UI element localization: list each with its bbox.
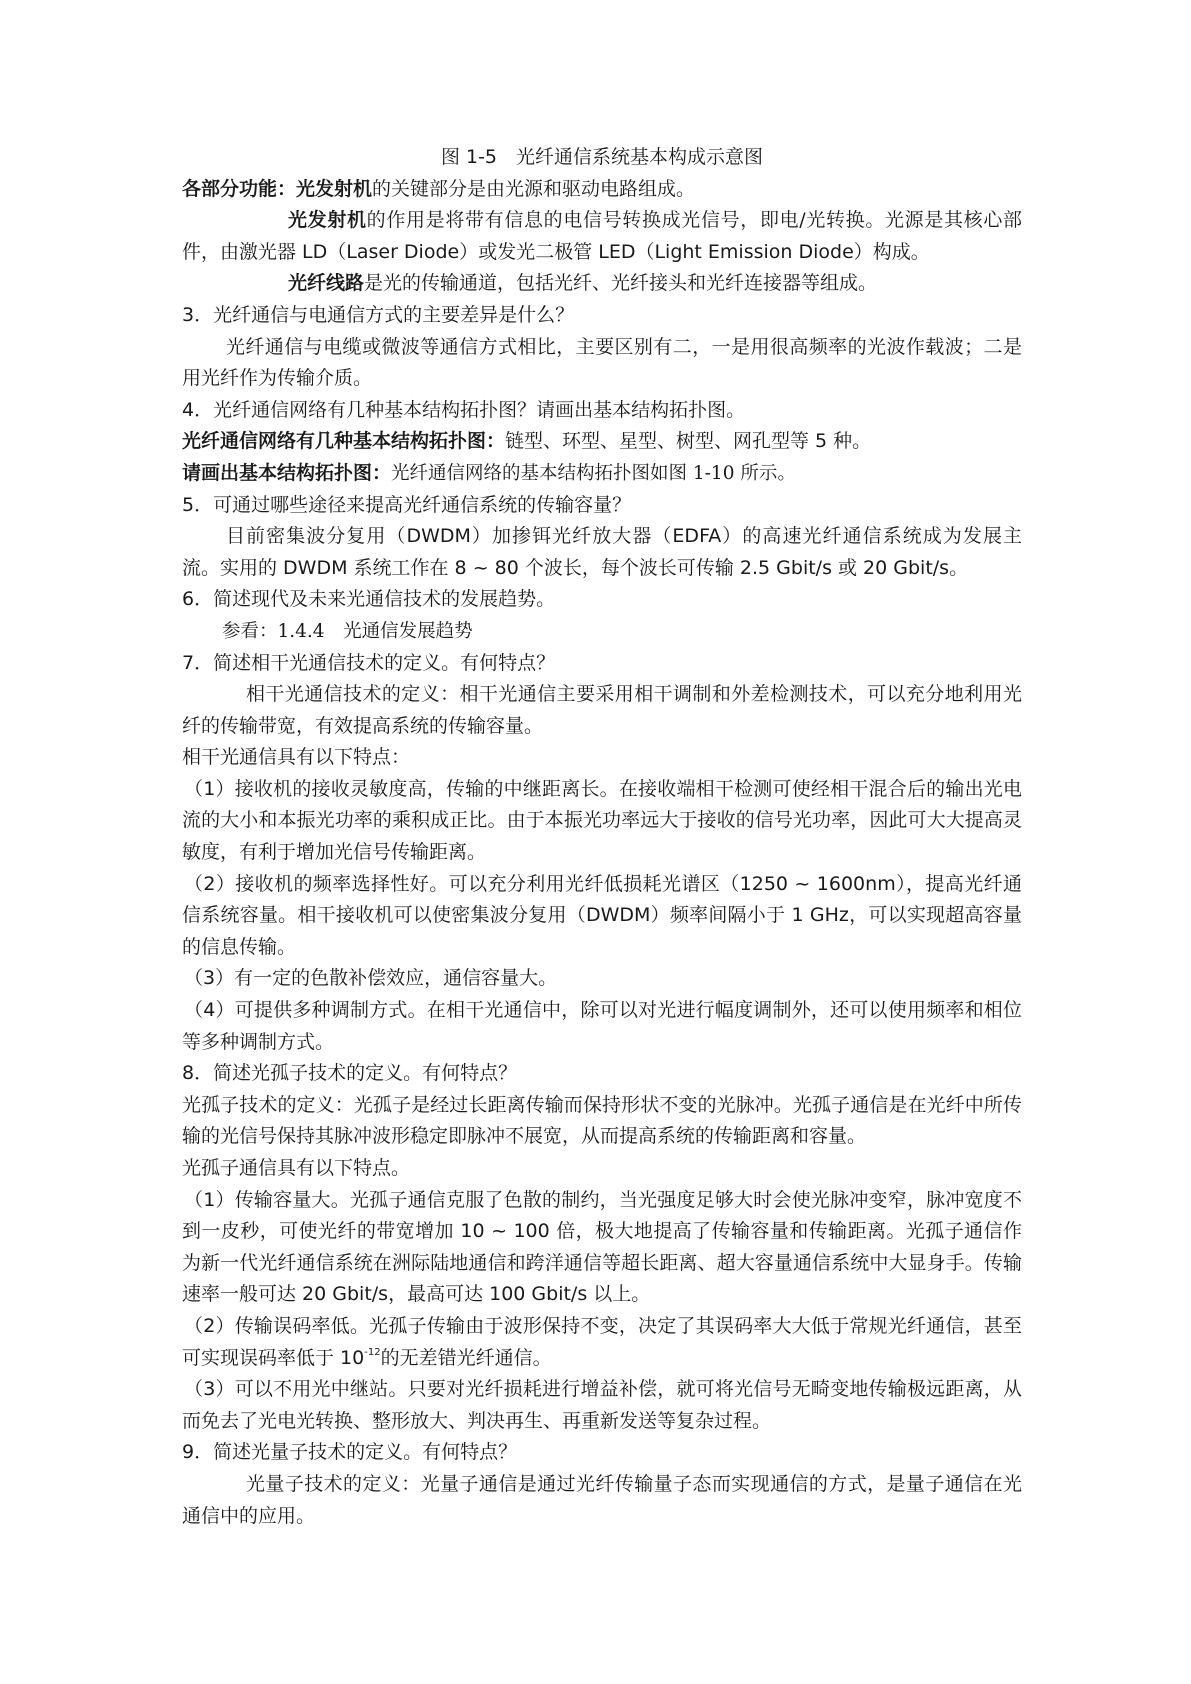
document-page [182,142,1022,1532]
answer-7-feature-2: （2）接收机的频率选择性好。可以充分利用光纤低损耗光谱区（1250 ~ 1600nm），提高光纤通信系统容量。相干接收机可以使密集波分复用（DWDM）频率间隔小于 1 GHz，可以实现超高容量的信息传输。 [182,872,1022,958]
answer-8-feature-3: （3）可以不用光中继站。只要对光纤损耗进行增益补偿，就可将光信号无畸变地传输极远距离，从而免去了光电光转换、整形放大、判决再生、再重新发送等复杂过程。 [182,1378,1022,1432]
answer-7-definition: 相干光通信技术的定义：相干光通信主要采用相干调制和外差检测技术，可以充分地利用光纤的传输带宽，有效提高系统的传输容量。 [182,683,1022,737]
transmitter-term: 光发射机 [296,177,373,200]
answer-7-feature-4: （4）可提供多种调制方式。在相干光通信中，除可以对光进行幅度调制外，还可以使用频率和相位等多种调制方式。 [182,999,1022,1053]
transmitter-paragraph [182,205,1022,268]
answer-7-features-intro: 相干光通信具有以下特点： [182,746,411,769]
question-3: 3．光纤通信与电通信方式的主要差异是什么？ [182,303,575,326]
answer-8-features-intro: 光孤子通信具有以下特点。 [182,1157,411,1179]
question-8: 8．简述光孤子技术的定义。有何特点？ [182,1062,518,1085]
question-4: 4．光纤通信网络有几种基本结构拓扑图？请画出基本结构拓扑图。 [182,398,746,421]
fiber-line-paragraph [182,268,1022,300]
answer-4-count-text: 链型、环型、星型、树型、网孔型等 5 种。 [505,430,872,453]
answer-8-feature-2-post: 的无差错光纤通信。 [380,1346,552,1369]
answer-8-feature-2-exponent: -12 [364,1346,381,1358]
answer-8-feature-1: （1）传输容量大。光孤子通信克服了色散的制约，当光强度足够大时会使光脉冲变窄，脉冲宽度不到一皮秒，可使光纤的带宽增加 10 ~ 100 倍，极大地提高了传输容量和传输距离。光孤子通信作为新一代光纤通信系统在洲际陆地通信和跨洋通信等超长距离、超大容量通信系统中大显身手。传输速率一般可达 20 Gbit/s，最高可达 100 Gbit/s 以上。 [182,1188,1022,1306]
answer-4-diagram-text: 光纤通信网络的基本结构拓扑图如图 1-10 所示。 [391,462,796,484]
functions-paragraph [182,174,1022,206]
answer-8-definition: 光孤子技术的定义：光孤子是经过长距离传输而保持形状不变的光脉冲。光孤子通信是在光纤中所传输的光信号保持其脉冲波形稳定即脉冲不展宽，从而提高系统的传输距离和容量。 [182,1093,1022,1148]
answer-8-feature-2 [182,1311,1022,1374]
fiber-line-term: 光纤线路 [288,272,365,295]
transmitter-text-2: 的作用是将带有信息的电信号转换成光信号，即电/光转换。光源是其核心部件，由激光器 LD（Laser Diode）或发光二极管 LED（Light Emission Diode）构成。 [182,209,1022,263]
answer-4-count [182,426,1022,458]
answer-7-feature-3: （3）有一定的色散补偿效应，通信容量大。 [184,967,558,990]
fiber-line-text: 是光的传输通道，包括光纤、光纤接头和光纤连接器等组成。 [364,272,878,295]
answer-8-feature-2-pre: （2）传输误码率低。光孤子传输由于波形保持不变，决定了其误码率大大低于常规光纤通信，甚至可实现误码率低于 10 [182,1314,1022,1369]
question-5: 5．可通过哪些途径来提高光纤通信系统的传输容量？ [182,493,632,516]
answer-6-reference: 参看：1.4.4 光通信发展趋势 [222,620,473,642]
answer-4-diagram-label: 请画出基本结构拓扑图： [182,461,392,484]
transmitter-term-2: 光发射机 [288,209,367,232]
question-7: 7．简述相干光通信技术的定义。有何特点？ [182,651,556,674]
question-6: 6．简述现代及未来光通信技术的发展趋势。 [182,588,556,611]
question-9: 9．简述光量子技术的定义。有何特点？ [182,1441,518,1464]
transmitter-text: 的关键部分是由光源和驱动电路组成。 [372,177,696,200]
functions-lead: 各部分功能： [182,177,297,200]
answer-4-count-label: 光纤通信网络有几种基本结构拓扑图： [182,430,506,453]
answer-5: 目前密集波分复用（DWDM）加掺铒光纤放大器（EDFA）的高速光纤通信系统成为发展主流。实用的 DWDM 系统工作在 8 ~ 80 个波长，每个波长可传输 2.5 Gbit/s 或 20 Gbit/s。 [182,525,1022,579]
figure-caption: 图 1-5 光纤通信系统基本构成示意图 [440,146,764,168]
answer-3: 光纤通信与电缆或微波等通信方式相比，主要区别有二，一是用很高频率的光波作载波；二是用光纤作为传输介质。 [182,335,1022,390]
answer-7-feature-1: （1）接收机的接收灵敏度高，传输的中继距离长。在接收端相干检测可使经相干混合后的输出光电流的大小和本振光功率的乘积成正比。由于本振光功率远大于接收的信号光功率，因此可大大提高灵敏度，有利于增加光信号传输距离。 [182,777,1022,864]
answer-4-diagram [182,458,1022,490]
answer-9-definition: 光量子技术的定义：光量子通信是通过光纤传输量子态而实现通信的方式，是量子通信在光通信中的应用。 [182,1472,1022,1527]
